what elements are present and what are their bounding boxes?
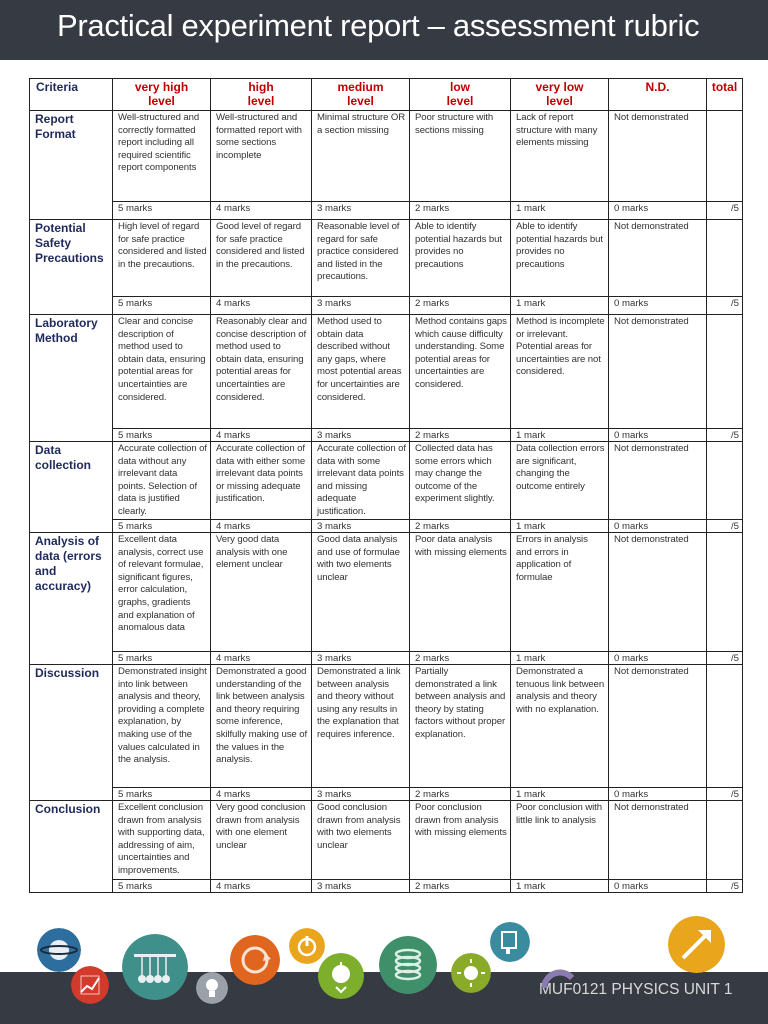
level-description: High level of regard for safe practice considered and listed in the precautions.	[113, 220, 211, 297]
level-description: Poor conclusion with little link to analysis	[511, 801, 609, 880]
level-description: Demonstrated a good understanding of the link between analysis and theory requiring some inference, skilfully making use of the values in the analysis.	[211, 665, 312, 788]
marks-value: 1 mark	[511, 788, 609, 801]
level-description: Errors in analysis and errors in application of formulae	[511, 533, 609, 652]
marks-value: 3 marks	[312, 202, 410, 220]
level-description: Demonstrated a tenuous link between analysis and theory with no explanation.	[511, 665, 609, 788]
marks-value: 2 marks	[410, 788, 511, 801]
criterion-row	[30, 111, 743, 202]
marks-value: 5 marks	[113, 788, 211, 801]
spring-icon	[379, 936, 437, 994]
criterion-name: Analysis of data (errors and accuracy)	[30, 533, 113, 665]
criterion-row	[30, 315, 743, 429]
marks-value: 5 marks	[113, 880, 211, 893]
power-icon	[289, 928, 325, 964]
marks-value: 5 marks	[113, 652, 211, 665]
criterion-name: Data collection	[30, 442, 113, 533]
marks-value: 4 marks	[211, 788, 312, 801]
level-description: Very good conclusion drawn from analysis with one element unclear	[211, 801, 312, 880]
level-header: very low level	[511, 79, 609, 111]
arc-icon	[540, 960, 576, 996]
marks-value: 3 marks	[312, 429, 410, 442]
marks-value: 3 marks	[312, 520, 410, 533]
level-description: Reasonably clear and concise description of method used to obtain data, ensuring potential areas for uncertainties are considered.	[211, 315, 312, 429]
cycle-icon	[230, 935, 280, 985]
level-description: Not demonstrated	[609, 665, 707, 788]
level-description: Accurate collection of data without any irrelevant data points. Selection of data is justified clearly.	[113, 442, 211, 520]
arrow-up-right-icon	[668, 916, 725, 973]
level-description: Not demonstrated	[609, 442, 707, 520]
marks-value: 2 marks	[410, 297, 511, 315]
apple-gravity-icon	[318, 953, 364, 999]
level-description: Well-structured and formatted report with some sections incomplete	[211, 111, 312, 202]
level-description: Not demonstrated	[609, 533, 707, 652]
level-description: Partially demonstrated a link between analysis and theory by stating factors without proper explanation.	[410, 665, 511, 788]
rubric-body	[30, 111, 743, 893]
marks-value: 0 marks	[609, 297, 707, 315]
level-description: Not demonstrated	[609, 111, 707, 202]
row-total: /5	[707, 788, 743, 801]
total-cell-empty	[707, 111, 743, 202]
level-description: Well-structured and correctly formatted report including all required scientific report components	[113, 111, 211, 202]
level-description: Not demonstrated	[609, 315, 707, 429]
marks-value: 0 marks	[609, 429, 707, 442]
marks-value: 4 marks	[211, 880, 312, 893]
level-description: Able to identify potential hazards but provides no precautions	[410, 220, 511, 297]
marks-value: 2 marks	[410, 202, 511, 220]
sun-icon	[451, 953, 491, 993]
marks-value: 4 marks	[211, 429, 312, 442]
marks-value: 2 marks	[410, 520, 511, 533]
level-description: Good conclusion drawn from analysis with two elements unclear	[312, 801, 410, 880]
level-description: Poor data analysis with missing elements	[410, 533, 511, 652]
marks-value: 3 marks	[312, 880, 410, 893]
level-header: low level	[410, 79, 511, 111]
page-title: Practical experiment report – assessment rubric	[57, 8, 700, 43]
level-description: Able to identify potential hazards but provides no precautions	[511, 220, 609, 297]
marks-value: 2 marks	[410, 652, 511, 665]
header-row	[30, 79, 743, 111]
title-bar	[0, 0, 768, 60]
marks-value: 1 mark	[511, 520, 609, 533]
level-description: Excellent conclusion drawn from analysis with supporting data, addressing of aim, uncertainties and improvements.	[113, 801, 211, 880]
marks-value: 4 marks	[211, 202, 312, 220]
level-description: Minimal structure OR a section missing	[312, 111, 410, 202]
row-total: /5	[707, 297, 743, 315]
marks-value: 0 marks	[609, 520, 707, 533]
marks-value: 5 marks	[113, 202, 211, 220]
marks-value: 0 marks	[609, 880, 707, 893]
unit-label: MUF0121 PHYSICS UNIT 1	[539, 981, 733, 998]
criterion-name: Conclusion	[30, 801, 113, 893]
criterion-name: Discussion	[30, 665, 113, 801]
level-description: Good data analysis and use of formulae with two elements unclear	[312, 533, 410, 652]
level-description: Lack of report structure with many elements missing	[511, 111, 609, 202]
level-description: Method used to obtain data described without any gaps, where most potential areas for uncertainties are considered.	[312, 315, 410, 429]
level-description: Excellent data analysis, correct use of relevant formulae, significant figures, error calculation, graphs, gradients and explanation of anomalous data	[113, 533, 211, 652]
level-header: very high level	[113, 79, 211, 111]
rubric-table	[29, 78, 743, 893]
criterion-name: Potential Safety Precautions	[30, 220, 113, 315]
total-cell-empty	[707, 220, 743, 297]
criterion-row	[30, 442, 743, 520]
marks-value: 1 mark	[511, 202, 609, 220]
marks-value: 3 marks	[312, 788, 410, 801]
level-description: Accurate collection of data with some irrelevant data points and missing adequate justification.	[312, 442, 410, 520]
marks-value: 3 marks	[312, 652, 410, 665]
level-description: Not demonstrated	[609, 220, 707, 297]
marks-value: 5 marks	[113, 297, 211, 315]
criterion-row	[30, 220, 743, 297]
marks-value: 0 marks	[609, 652, 707, 665]
criterion-row	[30, 533, 743, 652]
level-description: Demonstrated insight into link between analysis and theory, providing a complete explanation, by making use of the values calculated in the analysis.	[113, 665, 211, 788]
marks-row	[30, 202, 743, 220]
criteria-header: Criteria	[30, 79, 113, 111]
graph-icon	[71, 966, 109, 1004]
total-cell-empty	[707, 801, 743, 880]
level-description: Very good data analysis with one element unclear	[211, 533, 312, 652]
level-description: Collected data has some errors which may change the outcome of the experiment slightly.	[410, 442, 511, 520]
total-cell-empty	[707, 533, 743, 652]
level-description: Data collection errors are significant, changing the outcome entirely	[511, 442, 609, 520]
level-description: Method contains gaps which cause difficulty understanding. Some potential areas for uncertainties are considered.	[410, 315, 511, 429]
marks-value: 4 marks	[211, 520, 312, 533]
marks-value: 2 marks	[410, 880, 511, 893]
level-header: high level	[211, 79, 312, 111]
marks-value: 5 marks	[113, 429, 211, 442]
marks-row	[30, 297, 743, 315]
row-total: /5	[707, 880, 743, 893]
marks-value: 1 mark	[511, 297, 609, 315]
newtons-cradle-icon	[122, 934, 188, 1000]
marks-row	[30, 880, 743, 893]
row-total: /5	[707, 202, 743, 220]
marks-row	[30, 788, 743, 801]
level-description: Good level of regard for safe practice considered and listed in the precautions.	[211, 220, 312, 297]
level-description: Demonstrated a link between analysis and theory without using any results in the explanation that requires inference.	[312, 665, 410, 788]
marks-value: 0 marks	[609, 202, 707, 220]
criterion-name: Report Format	[30, 111, 113, 220]
marks-value: 1 mark	[511, 429, 609, 442]
total-cell-empty	[707, 315, 743, 429]
marks-row	[30, 429, 743, 442]
marks-value: 4 marks	[211, 297, 312, 315]
lightbulb-icon	[196, 972, 228, 1004]
total-cell-empty	[707, 442, 743, 520]
planet-icon	[37, 928, 81, 972]
marks-value: 5 marks	[113, 520, 211, 533]
level-header: medium level	[312, 79, 410, 111]
level-description: Accurate collection of data with either some irrelevant data points or missing adequate justification.	[211, 442, 312, 520]
total-header: total	[707, 79, 743, 111]
level-header: N.D.	[609, 79, 707, 111]
total-cell-empty	[707, 665, 743, 788]
level-description: Poor conclusion drawn from analysis with missing elements	[410, 801, 511, 880]
level-description: Reasonable level of regard for safe practice considered and listed in the precautions.	[312, 220, 410, 297]
marks-value: 1 mark	[511, 880, 609, 893]
marks-row	[30, 652, 743, 665]
level-description: Not demonstrated	[609, 801, 707, 880]
marks-value: 2 marks	[410, 429, 511, 442]
row-total: /5	[707, 652, 743, 665]
level-description: Method is incomplete or irrelevant. Potential areas for uncertainties are not considered.	[511, 315, 609, 429]
lab-equipment-icon	[490, 922, 530, 962]
marks-row	[30, 520, 743, 533]
criterion-name: Laboratory Method	[30, 315, 113, 442]
marks-value: 0 marks	[609, 788, 707, 801]
level-description: Poor structure with sections missing	[410, 111, 511, 202]
marks-value: 4 marks	[211, 652, 312, 665]
row-total: /5	[707, 429, 743, 442]
marks-value: 1 mark	[511, 652, 609, 665]
marks-value: 3 marks	[312, 297, 410, 315]
criterion-row	[30, 801, 743, 880]
criterion-row	[30, 665, 743, 788]
level-description: Clear and concise description of method used to obtain data, ensuring potential areas for uncertainties are considered.	[113, 315, 211, 429]
row-total: /5	[707, 520, 743, 533]
